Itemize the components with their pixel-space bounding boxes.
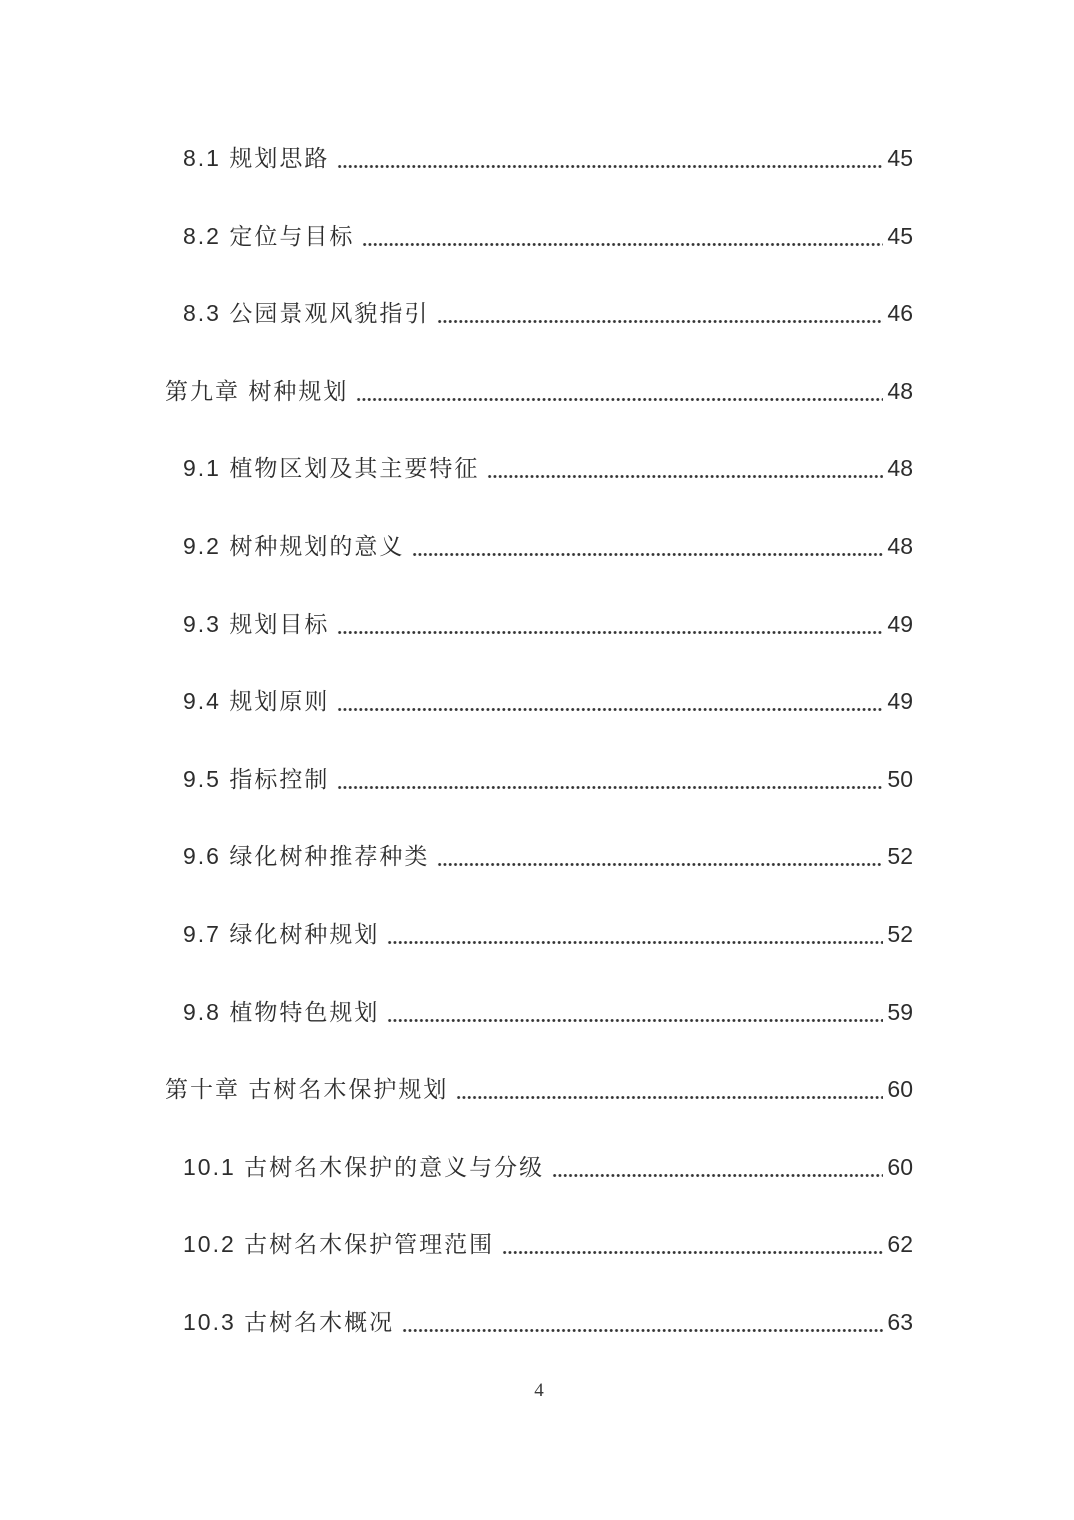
table-of-contents (165, 143, 913, 1385)
toc-entry[interactable] (165, 919, 913, 949)
toc-entry[interactable] (165, 841, 913, 871)
toc-entry-label: 9.1 植物区划及其主要特征 (183, 455, 480, 482)
toc-entry[interactable] (165, 453, 913, 483)
toc-entry-label: 10.1 古树名木保护的意义与分级 (183, 1153, 545, 1180)
leader-dots (387, 939, 883, 946)
toc-entry-label: 9.2 树种规划的意义 (183, 532, 405, 559)
leader-dots (337, 784, 883, 791)
toc-entry-label: 8.2 定位与目标 (183, 222, 355, 249)
leader-dots (437, 318, 883, 325)
toc-entry[interactable] (165, 531, 913, 561)
toc-entry[interactable] (165, 143, 913, 173)
toc-entry[interactable] (165, 221, 913, 251)
leader-dots (437, 861, 883, 868)
toc-entry-chapter[interactable] (165, 1074, 913, 1104)
toc-entry-label: 8.3 公园景观风貌指引 (183, 300, 430, 327)
footer-page-number: 4 (534, 1380, 544, 1401)
leader-dots (337, 629, 883, 636)
toc-entry[interactable] (165, 1152, 913, 1182)
toc-entry-page: 46 (887, 300, 913, 327)
toc-entry-label: 9.7 绿化树种规划 (183, 920, 380, 947)
toc-entry-page: 62 (887, 1231, 913, 1258)
toc-entry-page: 59 (887, 998, 913, 1025)
leader-dots (456, 1094, 883, 1101)
toc-entry-page: 52 (887, 843, 913, 870)
leader-dots (412, 551, 883, 558)
leader-dots (402, 1327, 883, 1334)
toc-entry-page: 48 (887, 532, 913, 559)
toc-entry-page: 48 (887, 455, 913, 482)
toc-entry-page: 48 (887, 377, 913, 404)
toc-entry-page: 49 (887, 610, 913, 637)
leader-dots (387, 1017, 883, 1024)
toc-entry-label: 8.1 规划思路 (183, 145, 330, 171)
toc-entry-label: 第九章 树种规划 (165, 377, 349, 404)
toc-entry[interactable] (165, 997, 913, 1027)
leader-dots (502, 1249, 883, 1256)
toc-entry-label: 9.5 指标控制 (183, 765, 330, 792)
toc-entry-page: 63 (887, 1308, 913, 1335)
toc-entry-chapter[interactable] (165, 376, 913, 406)
leader-dots (356, 396, 883, 403)
toc-entry-label: 9.8 植物特色规划 (183, 998, 380, 1025)
toc-entry[interactable] (165, 1229, 913, 1259)
leader-dots (362, 241, 883, 248)
toc-entry[interactable] (165, 764, 913, 794)
toc-entry[interactable] (165, 1307, 913, 1337)
toc-entry-page: 60 (887, 1153, 913, 1180)
toc-entry[interactable] (165, 298, 913, 328)
toc-entry-label: 10.3 古树名木概况 (183, 1308, 395, 1335)
toc-entry-page: 52 (887, 920, 913, 947)
toc-entry-page: 45 (887, 145, 913, 171)
toc-entry[interactable] (165, 609, 913, 639)
toc-entry-page: 50 (887, 765, 913, 792)
toc-entry-page: 45 (887, 222, 913, 249)
toc-entry-label: 9.4 规划原则 (183, 688, 330, 715)
toc-entry-page: 60 (887, 1076, 913, 1103)
leader-dots (552, 1172, 883, 1179)
toc-entry-label: 10.2 古树名木保护管理范围 (183, 1231, 495, 1258)
toc-entry[interactable] (165, 686, 913, 716)
toc-entry-label: 9.6 绿化树种推荐种类 (183, 843, 430, 870)
leader-dots (337, 706, 883, 713)
toc-entry-page: 49 (887, 688, 913, 715)
leader-dots (487, 473, 883, 480)
leader-dots (337, 163, 883, 170)
toc-entry-label: 9.3 规划目标 (183, 610, 330, 637)
toc-entry-label: 第十章 古树名木保护规划 (165, 1076, 449, 1103)
